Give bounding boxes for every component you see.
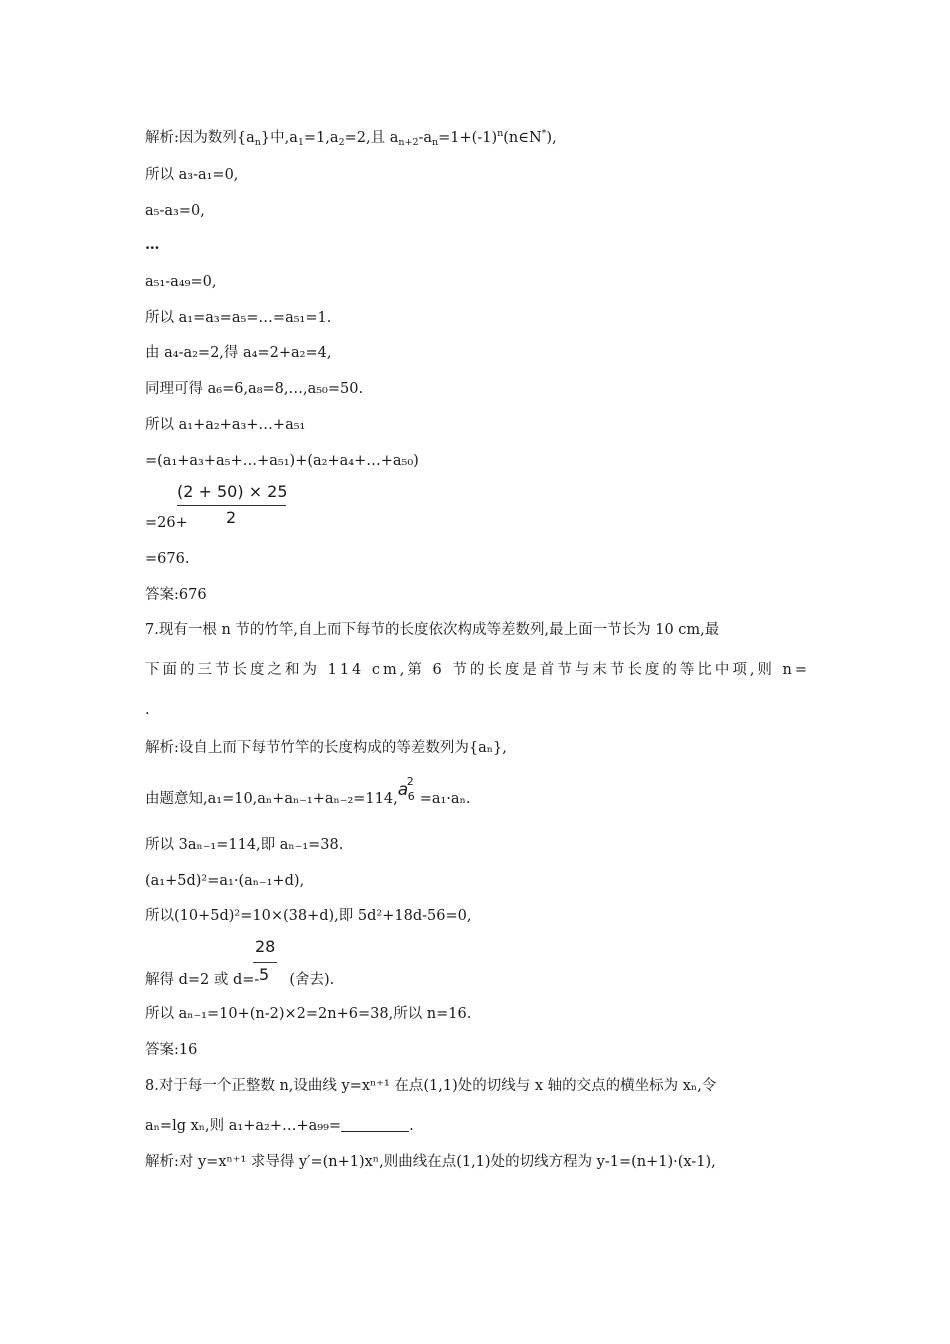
p8-question-line-2: aₙ=lg xₙ,则 a₁+a₂+…+a₉₉= .: [145, 1118, 414, 1134]
p6-line-6: 所以 a₁=a₃=a₅=…=a₅₁=1.: [145, 310, 332, 326]
p7-solution-line-5: 所以(10+5d)²=10×(38+d),即 5d²+18d-56=0,: [145, 908, 472, 924]
p7-solution-line-6: 解得 d=2 或 d=- (舍去).: [145, 972, 335, 988]
p6-line-5: a₅₁-a₄₉=0,: [145, 274, 217, 290]
p7-fraction-denominator: 5: [259, 965, 270, 984]
p8-question-line-1: 8.对于每一个正整数 n,设曲线 y=xⁿ⁺¹ 在点(1,1)处的切线与 x 轴的交点的横坐标为 xₙ,令: [145, 1078, 717, 1094]
p6-line-7: 由 a₄-a₂=2,得 a₄=2+a₂=4,: [145, 345, 332, 361]
a6-squared-symbol: a: [397, 780, 409, 800]
p7-answer: 答案:16: [145, 1042, 198, 1058]
p7-question-line-2: 下面的三节长度之和为 114 cm,第 6 节的长度是首节与末节长度的等比中项,则 n=: [145, 662, 811, 678]
p6-ellipsis: …: [145, 236, 160, 253]
p7-question-line-3: .: [145, 702, 150, 718]
p7-solution-line-1: 解析:设自上而下每节竹竿的长度构成的等差数列为{aₙ},: [145, 740, 507, 756]
p8-solution-line-1: 解析:对 y=xⁿ⁺¹ 求导得 y′=(n+1)xⁿ,则曲线在点(1,1)处的切线方程为 y-1=(n+1)·(x-1),: [145, 1154, 716, 1170]
answer-blank[interactable]: [341, 1119, 409, 1132]
p7-fraction-numerator: 28: [255, 937, 276, 956]
p6-fraction-denominator: 2: [226, 508, 237, 527]
p7-solution-line-3: 所以 3aₙ₋₁=114,即 aₙ₋₁=38.: [145, 837, 344, 853]
p7-solution-line-4: (a₁+5d)²=a₁·(aₙ₋₁+d),: [145, 873, 305, 889]
p6-line-1: 解析:因为数列$\{a_n\}$中$,a_1=1,a_2=2$,且 $a_{n+2}-a_n=1+(-1)^n(n\in N^*)$,: [145, 128, 557, 148]
p6-line-11: =26+: [145, 515, 188, 531]
p6-line-2: 所以 a₃-a₁=0,: [145, 167, 239, 183]
p6-line-10: =(a₁+a₃+a₅+…+a₅₁)+(a₂+a₄+…+a₅₀): [145, 453, 419, 469]
p7-question-line-1: 7.现有一根 n 节的竹竿,自上而下每节的长度依次构成等差数列,最上面一节长为 10 cm,最: [145, 622, 720, 638]
p6-line-8: 同理可得 a₆=6,a₈=8,…,a₅₀=50.: [145, 381, 364, 397]
p6-line-9: 所以 a₁+a₂+a₃+…+a₅₁: [145, 417, 306, 433]
p6-fraction-bar: [177, 505, 286, 506]
p6-line-3: a₅-a₃=0,: [145, 203, 205, 219]
p6-line-12: =676.: [145, 551, 190, 567]
p7-fraction-bar: [253, 962, 277, 963]
p6-answer: 答案:676: [145, 587, 207, 603]
p6-fraction-numerator: (2 + 50) × 25: [177, 482, 288, 501]
p7-solution-line-7: 所以 aₙ₋₁=10+(n-2)×2=2n+6=38,所以 n=16.: [145, 1006, 472, 1022]
p7-solution-line-2: 由题意知,a₁=10,aₙ+aₙ₋₁+aₙ₋₂=114, a 2 6 =a₁·aₙ.: [145, 775, 471, 807]
